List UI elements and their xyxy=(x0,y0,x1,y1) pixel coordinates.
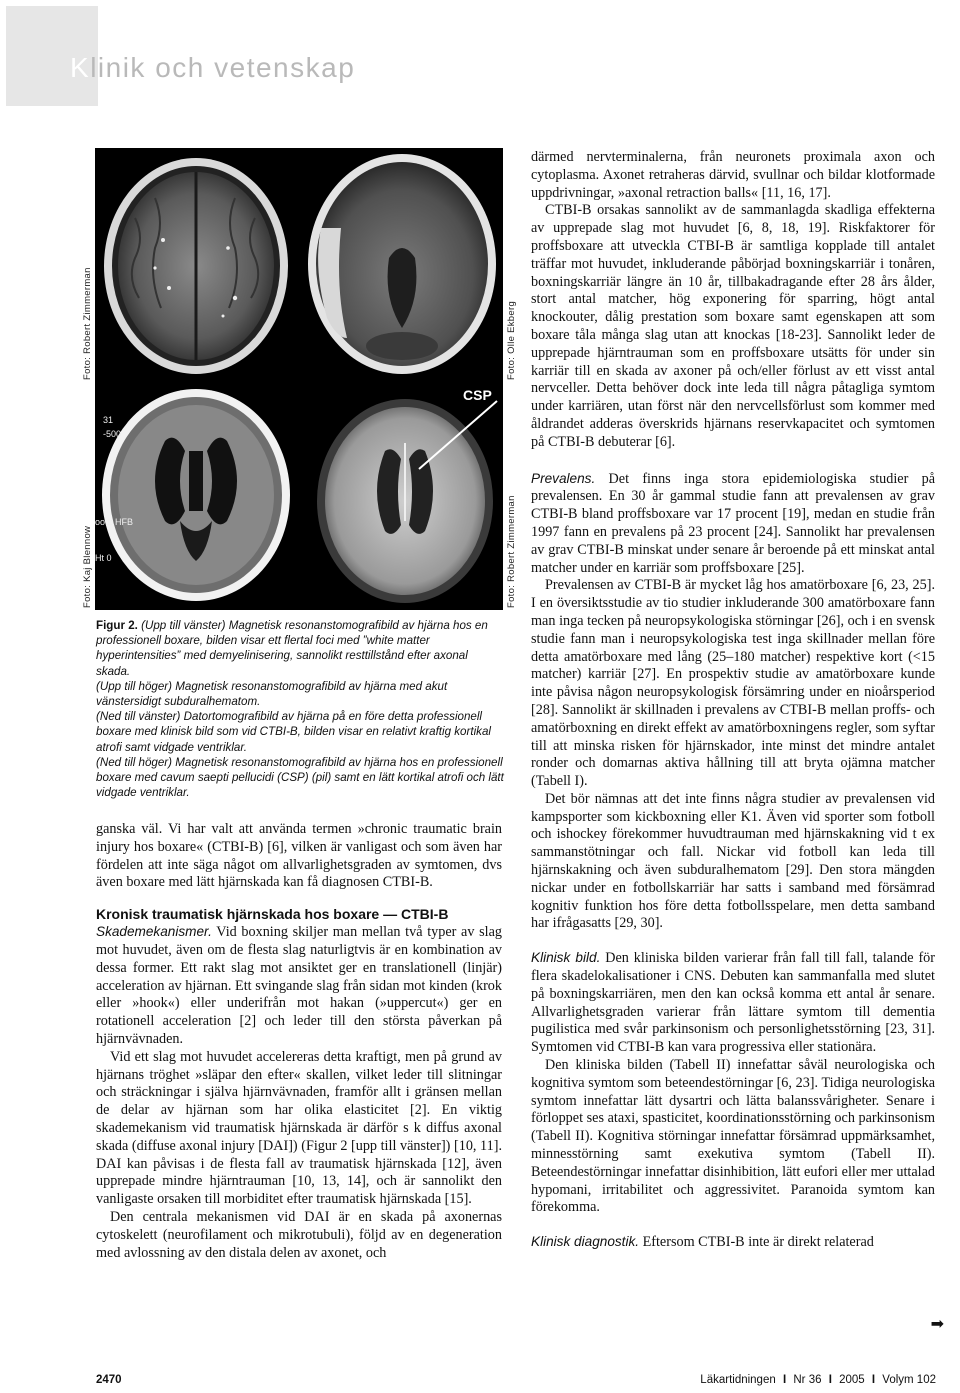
photo-credit-left-top: Foto: Robert Zimmerman xyxy=(82,267,93,380)
footer-separator: I xyxy=(871,1374,876,1386)
body-paragraph xyxy=(531,470,935,578)
journal-name: Läkartidningen xyxy=(700,1374,776,1386)
photo-credit-right-bottom: Foto: Robert Zimmerman xyxy=(506,495,517,608)
body-paragraph xyxy=(531,1233,935,1252)
mri-label-2: -500 xyxy=(103,429,122,439)
body-column-left xyxy=(96,821,502,1262)
caption-paragraph-4: (Ned till höger) Magnetisk resonanstomografibild av hjärna hos en professionell boxare med cavum saepti pellucidi (CSP) (pil) samt en lätt kortikal atrofi och lätt vidgade ventriklar. xyxy=(96,755,504,800)
subheading-klinisk-bild: Klinisk bild. xyxy=(531,950,601,966)
body-paragraph: Vid ett slag mot huvudet accelereras detta kraftigt, men på grund av hjärnans tröghet »släpar den efter« skallen, vilket leder till slitningar och sträckningar i själva hjärnvävnaden, framför allt i gränsen mellan de delar av hjärnan som har olika elasticitet [2]. En viktig skademekanism vid traumatisk hjärnskada är därför s k diffus axonal skada (diffuse axonal injury [DAI]) (Figur 2 [upp till vänster]) [10, 11]. DAI kan påvisas i de flesta fall av traumatisk hjärnskada [12], även upprepade mindre hjärntrauman [10, 13, 14], och är sannolikt den vanligaste orsaken till morbiditet efter traumatisk hjärnskada [15]. xyxy=(96,1048,502,1208)
mri-top-right xyxy=(301,148,503,377)
figure-caption xyxy=(96,618,504,800)
caption-paragraph-2: (Upp till höger) Magnetisk resonanstomografibild av hjärna med akut vänstersidigt subduralhematom. xyxy=(96,679,448,709)
body-column-right xyxy=(531,149,935,1252)
mri-top-left xyxy=(95,148,297,377)
caption-label: Figur 2. xyxy=(96,619,138,632)
body-paragraph: ganska väl. Vi har valt att använda termen »chronic traumatic brain injury hos boxare« (CTBI-B) [6], vilken är vanligast och som även har fördelen att inte säga något om allvarlighetsgraden av symtomen, dvs även boxare med lätt hjärnskada kan få diagnosen CTBI-B. xyxy=(96,821,502,891)
body-text: Den kliniska bilden varierar från fall till fall, talande för flera skadelokalisationer i CNS. Debuten kan sammanfalla med slutet på boxningskarriären, men den kan också komma ett antal år senare. Allvarlighetsgraden varierar från lättare symtom till dementia pugilistica med svår parkinsonism och personlighetsstörning [23, 31]. Symtomen vid CTBI-B kan vara progressiva eller stationära. xyxy=(531,950,936,1056)
caption-paragraph-3: (Ned till vänster) Datortomografibild av hjärna på en före detta professionell boxare med klinisk bild som vid CTBI-B, bilden visar en relativt kraftig kortikal atrofi samt vidgade ventriklar. xyxy=(96,710,491,754)
body-paragraph: Den centrala mekanismen vid DAI är en skada på axonernas cytoskelett (neurofilament och mikrotubuli), följd av en degeneration med avlossning av den distala delen av axonet, och xyxy=(96,1208,502,1261)
mri-label-3: ood: HFB xyxy=(95,517,134,527)
photo-credit-left-bottom: Foto: Kaj Blennow xyxy=(82,525,93,608)
body-text: Vid boxning skiljer man mellan två typer av slag mot huvudet, även om de flesta slag naturligtvis är en kombination av dessa former. Ett rakt slag mot ansiktet ger en translationell (linjär) acceleration av hjärnan. Ett svingande slag från sidan mot kinden (krok eller »hook«) eller underifrån mot hakan (»uppercut«) ger en rotationell acceleration [2] och leder till den största påverkan på hjärnvävnaden. xyxy=(96,924,502,1047)
footer-separator: I xyxy=(828,1374,832,1386)
body-paragraph: CTBI-B orsakas sannolikt av de sammanlagda skadliga effekterna av upprepade slag mot huvudet [6, 8, 18, 19]. Riskfaktorer för proffsboxare att utveckla CTBI-B är samtliga kopplade till antalet träffar mot huvudet, inkluderande påbörjad boxningskarriär i tonåren, boxningskarriär längre än 10 år, tillbakadragande efter 28 års ålder, stort antal matcher, hög exponering för sparring, högt antal knockouter, dålig prestation som boxare samt egenskapen att som boxare tåla många slag utan att knockas [18-23]. Sannolikt leder de upprepade hjärntrauman som en proffsboxare utsätts för under sin karriär till en skada av axoner på och/eller förlust av ett visst antal nervceller. Detta behöver dock inte leda till några påtagliga symtom under karriären, utan först när den nervcellsförlust som kommer med åldrandet adderas överskrids hjärnans reservkapacitet och symtomen på CTBI-B debuterar [6]. xyxy=(531,202,935,450)
csp-label: CSP xyxy=(463,387,492,403)
continue-arrow-icon: ➡ xyxy=(930,1314,944,1333)
caption-text-1: (Upp till vänster) Magnetisk resonanstomografibild av hjärna hos en professionell boxare, bilden visar ett flertal foci med ”white matter hyperintensities” med demyelinisering, sannolikt resttillstånd efter axonal skada. xyxy=(96,619,488,678)
body-paragraph xyxy=(531,949,935,1057)
body-paragraph: Den kliniska bilden (Tabell II) innefattar såväl neurologiska och kognitiva symtom som beteendestörningar [6, 23]. Tidiga neurologiska symtom innefattar lätt dysartri och lätta balanssvårigheter. Senare i förloppet ses ataxi, spasticitet, koordinationsstörning och parkinsonism (Tabell II). Kognitiva störningar innefattar försämrad uppmärksamhet, minnesstörning samt exekutiva symtom (Tabell II). Beteendestörningar innefattar disinhibition, lätt eufori eller mer uttalad hypomani, irritabilitet och aggressivitet. Paranoida symtom kan förekomma. xyxy=(531,1057,935,1216)
journal-volume: Volym 102 xyxy=(882,1374,936,1386)
figure-mri-grid xyxy=(95,148,503,610)
photo-credit-right-top: Foto: Olle Ekberg xyxy=(506,300,517,380)
section-heading: Kronisk traumatisk hjärnskada hos boxare — CTBI-B xyxy=(96,906,449,923)
body-paragraph: därmed nervterminalerna, från neuronets proximala axon och cytoplasma. Axonet retraheras därvid, svullnar och bildar klotformade uppdrivningar, »axonal retraction balls« [11, 16, 17]. xyxy=(531,149,935,201)
mri-label-4: Ht 0 xyxy=(95,553,112,563)
body-paragraph: Det bör nämnas att det inte finns några studier av prevalensen vid kampsporter som kickboxning eller K1. Även vid sporter som fotboll och ishockey förekommer huvudtrauman med hjärnskakning vid t ex sammanstötningar och fall. Nickar vid fotboll kan leda till hjärnskakning och även subduralhematom [29]. Den stora mängden nickar under en fotbollskarriär har satts i samband med försämrad kognitiv funktion hos före detta fotbollsspelare, men detta samband har ifrågasatts [29, 30]. xyxy=(531,790,935,932)
journal-issue: Nr 36 xyxy=(793,1374,822,1386)
section-header-initial: K xyxy=(70,52,91,83)
subheading-klinisk-diagnostik: Klinisk diagnostik. xyxy=(531,1234,640,1250)
page-number: 2470 xyxy=(96,1374,122,1386)
journal-year: 2005 xyxy=(839,1374,865,1386)
caption-paragraph-1 xyxy=(96,618,504,679)
mri-label-1: 31 xyxy=(103,415,114,425)
subheading-prevalens: Prevalens. xyxy=(531,470,596,486)
section-header xyxy=(70,52,355,84)
body-text: Eftersom CTBI-B inte är direkt relaterad xyxy=(639,1234,874,1251)
section-header-text: linik och vetenskap xyxy=(90,52,356,83)
body-paragraph: Prevalensen av CTBI-B är mycket låg hos amatörboxare [6, 23, 25]. I en översiktsstudie av tio studier inkluderande 300 amatörboxare fann man inga tecken på neuropsykologiska störningar [26], och i en svensk studie fann man i neuropsykologiska test inga skillnader mellan före detta amatörboxare med lång (25–180 matcher) respektive kort (<15 matcher) karriär [27]. En prospektiv studie av amatörboxare kunde inte påvisa någon neuropsykologisk försämring under en nioårsperiod [28]. Sannolikt är skillnaden i prevalens av CTBI-B mellan proffs- och amatörboxning en direkt effekt av amatörboxningens regler, som syftar till att minska risken för hjärnskador, inte minst det mindre antalet ronder och domarnas aktiva hållning till att bryta ojämna matcher (Tabell I). xyxy=(531,577,935,790)
journal-info xyxy=(700,1374,936,1386)
mri-bottom-right xyxy=(301,381,503,610)
footer-separator: I xyxy=(782,1374,787,1386)
subheading-skademekanismer: Skademekanismer. xyxy=(96,924,212,940)
body-paragraph xyxy=(96,923,502,1049)
ct-bottom-left xyxy=(95,381,297,610)
body-text: Det finns inga stora epidemiologiska studier på prevalensen. En 30 år gammal studie fann att prevalensen av grav CTBI-B bland proffsboxare var 17 procent [19], medan en studie från 1997 fann en prevalens på 23 procent [24]. Sannolikt har prevalensen av grav CTBI-B minskat under senare år beroende på ett minskat antal matcher under en karriär som proffsboxare [25]. xyxy=(531,470,935,576)
